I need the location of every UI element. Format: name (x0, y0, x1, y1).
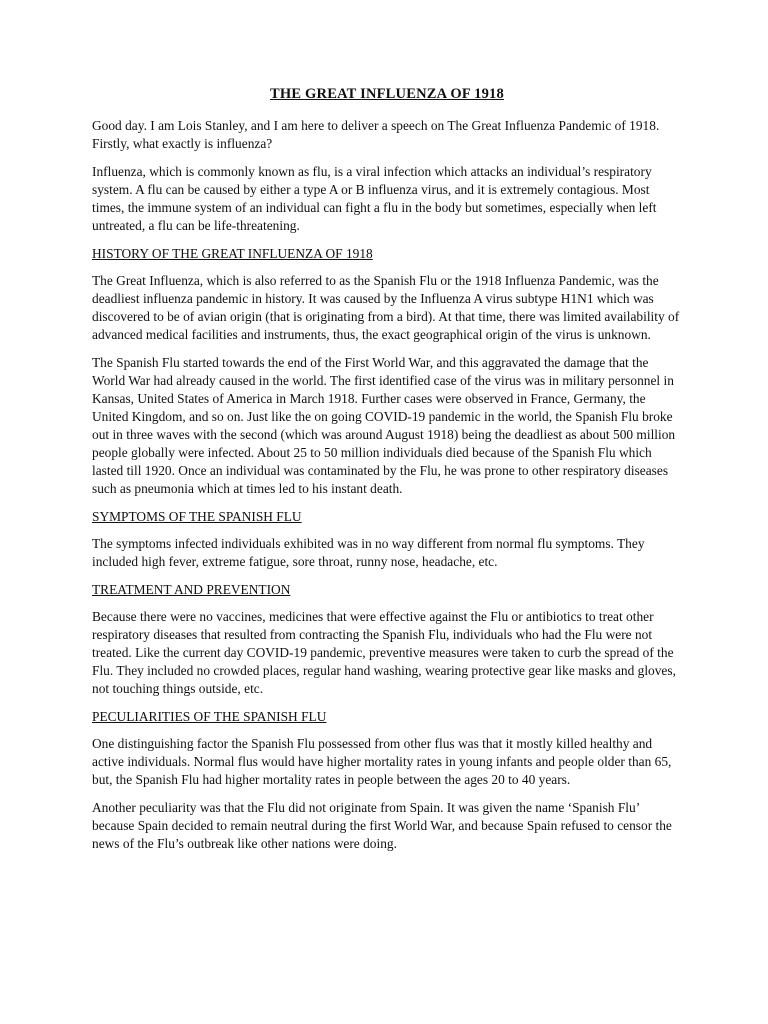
section-heading-peculiarities: PECULIARITIES OF THE SPANISH FLU (92, 709, 327, 724)
peculiarities-paragraph-2: Another peculiarity was that the Flu did not originate from Spain. It was given the name ‘Spanish Flu’ because Spain decided to remain neutral during the first World War, and because Spain refused to censor the news of the Flu’s outbreak like other nations were doing. (92, 800, 672, 851)
peculiarities-paragraph-1: One distinguishing factor the Spanish Flu possessed from other flus was that it mostly killed healthy and active individuals. Normal flus would have higher mortality rates in young infants and people older than 65, but, the Spanish Flu had higher mortality rates in people between the ages 20 to 40 years. (92, 736, 672, 787)
section-heading-treatment: TREATMENT AND PREVENTION (92, 582, 291, 597)
document-page (92, 85, 682, 863)
section-heading-symptoms: SYMPTOMS OF THE SPANISH FLU (92, 509, 302, 524)
intro-paragraph-1: Good day. I am Lois Stanley, and I am here to deliver a speech on The Great Influenza Pandemic of 1918. Firstly, what exactly is influenza? (92, 118, 660, 151)
section-heading-history: HISTORY OF THE GREAT INFLUENZA OF 1918 (92, 246, 373, 261)
history-paragraph-1: The Great Influenza, which is also referred to as the Spanish Flu or the 1918 Influenza Pandemic, was the deadliest influenza pandemic in history. It was caused by the Influenza A virus subtype H1N1 which was discovered to be of avian origin (that is originating from a bird). At that time, there was limited availability of advanced medical facilities and instruments, thus, the exact geographical origin of the virus is unknown. (92, 273, 680, 342)
treatment-paragraph-1: Because there were no vaccines, medicines that were effective against the Flu or antibiotics to treat other respiratory diseases that resulted from contracting the Spanish Flu, individuals who had the Flu were not treated. Like the current day COVID-19 pandemic, preventive measures were taken to curb the spread of the Flu. They included no crowded places, regular hand washing, wearing protective gear like masks and gloves, not touching things outside, etc. (92, 609, 676, 696)
intro-paragraph-2: Influenza, which is commonly known as flu, is a viral infection which attacks an individual’s respiratory system. A flu can be caused by either a type A or B influenza virus, and it is extremely contagious. Most times, the immune system of an individual can fight a flu in the body but sometimes, especially when left untreated, a flu can be life-threatening. (92, 164, 657, 233)
document-title: THE GREAT INFLUENZA OF 1918 (270, 86, 504, 102)
symptoms-paragraph-1: The symptoms infected individuals exhibited was in no way different from normal flu symptoms. They included high fever, extreme fatigue, sore throat, runny nose, headache, etc. (92, 536, 645, 569)
history-paragraph-2: The Spanish Flu started towards the end of the First World War, and this aggravated the damage that the World War had already caused in the world. The first identified case of the virus was in military personnel in Kansas, United States of America in March 1918. Further cases were observed in France, Germany, the United Kingdom, and so on. Just like the on going COVID-19 pandemic in the world, the Spanish Flu broke out in three waves with the second (which was around August 1918) being the deadliest as about 500 million people globally were infected. About 25 to 50 million individuals died because of the Spanish Flu which lasted till 1920. Once an individual was contaminated by the Flu, he was prone to other respiratory diseases such as pneumonia which at times led to his instant death. (92, 355, 676, 496)
